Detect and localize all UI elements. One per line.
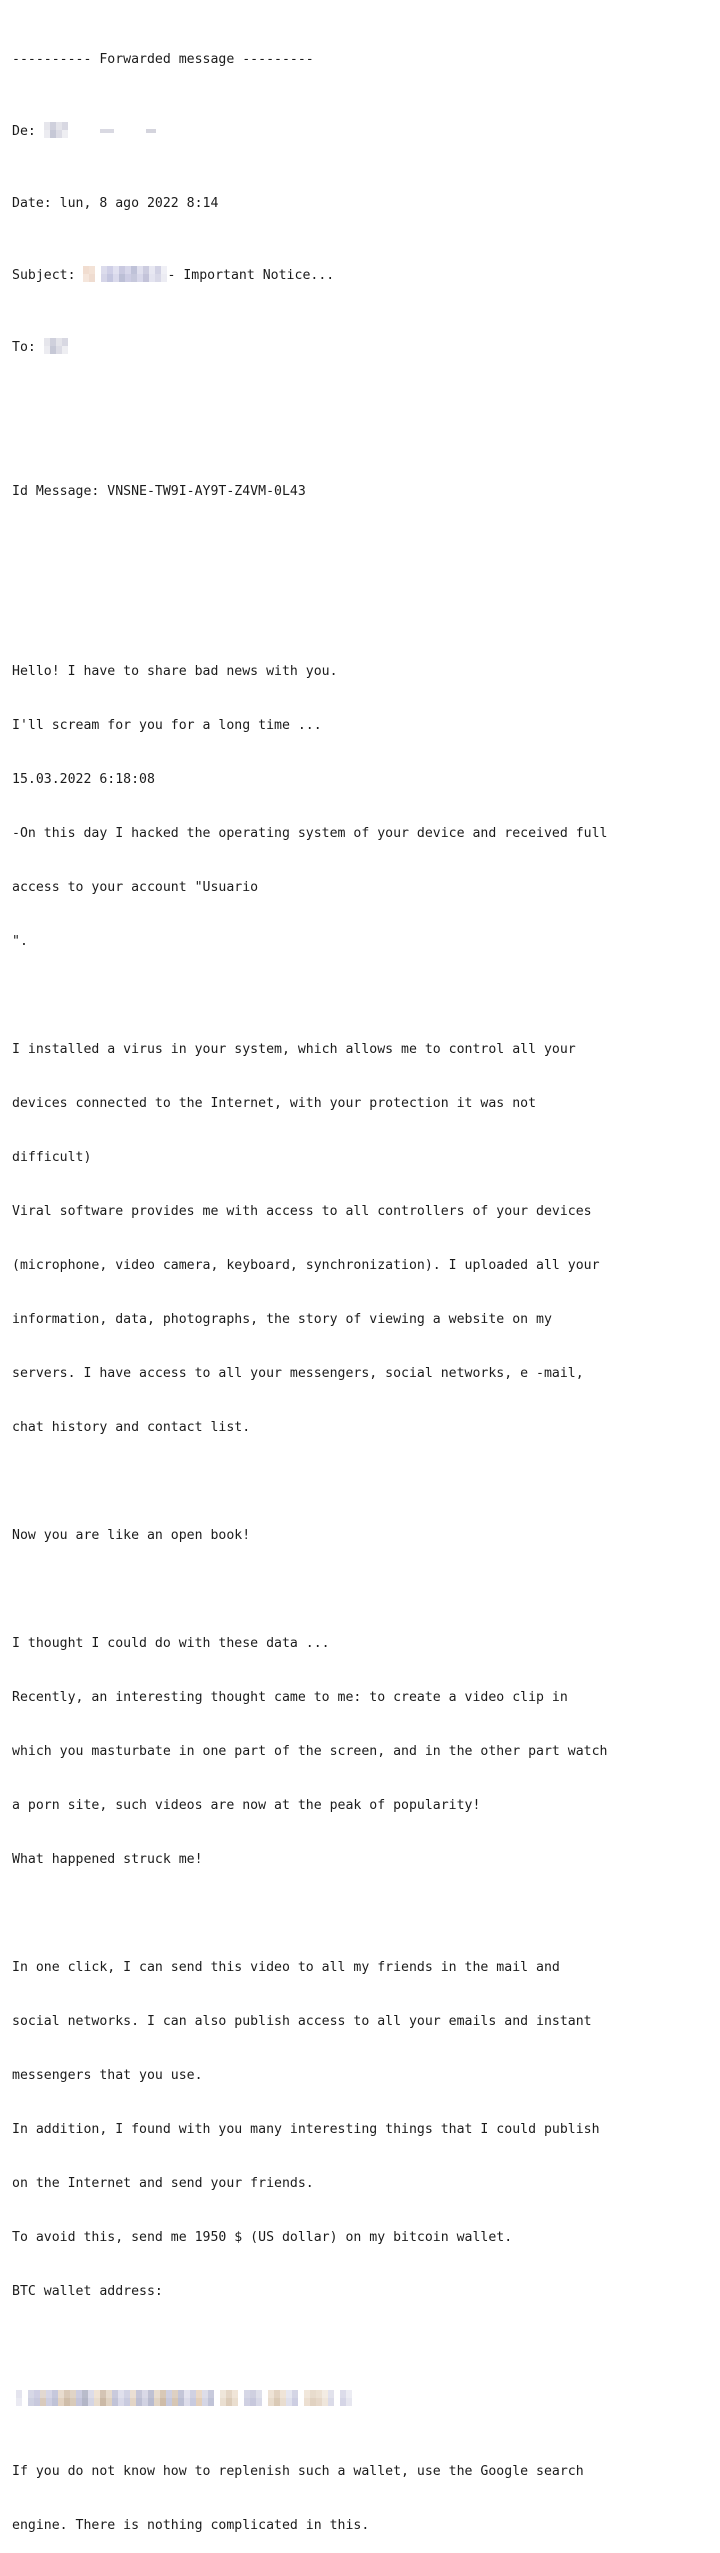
body-line: difficult)	[12, 1150, 92, 1165]
body-line: devices connected to the Internet, with your protection it was not	[12, 1096, 537, 1111]
body-line: messengers that you use.	[12, 2068, 203, 2083]
body-line: on the Internet and send your friends.	[12, 2176, 314, 2191]
closing-line: If you do not know how to replenish such a wallet, use the Google search	[12, 2464, 584, 2479]
email-body	[12, 15, 712, 2553]
redacted-recipient	[44, 338, 68, 354]
closing-line: engine. There is nothing complicated in this.	[12, 2518, 370, 2533]
redacted-sender-extra-2	[146, 129, 156, 133]
subject-suffix: - Important Notice...	[167, 268, 335, 283]
body-line: 15.03.2022 6:18:08	[12, 772, 155, 787]
body-line: I thought I could do with these data ...	[12, 1636, 330, 1651]
body-line: servers. I have access to all your messengers, social networks, e -mail,	[12, 1366, 584, 1381]
body-line: Hello! I have to share bad news with you.	[12, 664, 338, 679]
body-line: access to your account "Usuario	[12, 880, 259, 895]
redacted-btc-address	[16, 2390, 352, 2406]
to-line	[12, 339, 712, 357]
body-line: which you masturbate in one part of the screen, and in the other part watch	[12, 1744, 608, 1759]
body-line: chat history and contact list.	[12, 1420, 251, 1435]
to-label: To:	[12, 340, 44, 355]
body-line: -On this day I hacked the operating system of your device and received full	[12, 826, 608, 841]
body-line: Viral software provides me with access to all controllers of your devices	[12, 1204, 592, 1219]
spacer	[12, 555, 712, 573]
body-line: I installed a virus in your system, which allows me to control all your	[12, 1042, 576, 1057]
body-line: a porn site, such videos are now at the peak of popularity!	[12, 1798, 481, 1813]
body-line: (microphone, video camera, keyboard, synchronization). I uploaded all your	[12, 1258, 600, 1273]
id-message: Id Message: VNSNE-TW9I-AY9T-Z4VM-0L43	[12, 484, 306, 499]
redacted-sender-extra	[100, 129, 114, 133]
body-line: Recently, an interesting thought came to me: to create a video clip in	[12, 1690, 568, 1705]
redacted-subject	[83, 266, 167, 282]
body-line: In one click, I can send this video to all my friends in the mail and	[12, 1960, 560, 1975]
spacer	[12, 411, 712, 429]
body-line	[12, 987, 712, 1005]
body-line: What happened struck me!	[12, 1852, 203, 1867]
subject-label: Subject:	[12, 268, 84, 283]
body-line: information, data, photographs, the story of viewing a website on my	[12, 1312, 552, 1327]
body-line: social networks. I can also publish access to all your emails and instant	[12, 2014, 592, 2029]
forward-header: ---------- Forwarded message ---------	[12, 52, 314, 67]
body-line: ".	[12, 934, 28, 949]
body-line: BTC wallet address:	[12, 2284, 163, 2299]
body-line: To avoid this, send me 1950 $ (US dollar) on my bitcoin wallet.	[12, 2230, 513, 2245]
message-body	[12, 627, 712, 2337]
btc-wallet-line	[12, 2391, 712, 2409]
date-line: Date: lun, 8 ago 2022 8:14	[12, 196, 219, 211]
body-line	[12, 1905, 712, 1923]
body-line: I'll scream for you for a long time ...	[12, 718, 322, 733]
body-line	[12, 1473, 712, 1491]
body-line: Now you are like an open book!	[12, 1528, 251, 1543]
subject-line	[12, 267, 712, 285]
redacted-sender	[44, 122, 68, 138]
body-line: In addition, I found with you many interesting things that I could publish	[12, 2122, 600, 2137]
body-line	[12, 1581, 712, 1599]
from-line	[12, 123, 712, 141]
from-label: De:	[12, 124, 44, 139]
